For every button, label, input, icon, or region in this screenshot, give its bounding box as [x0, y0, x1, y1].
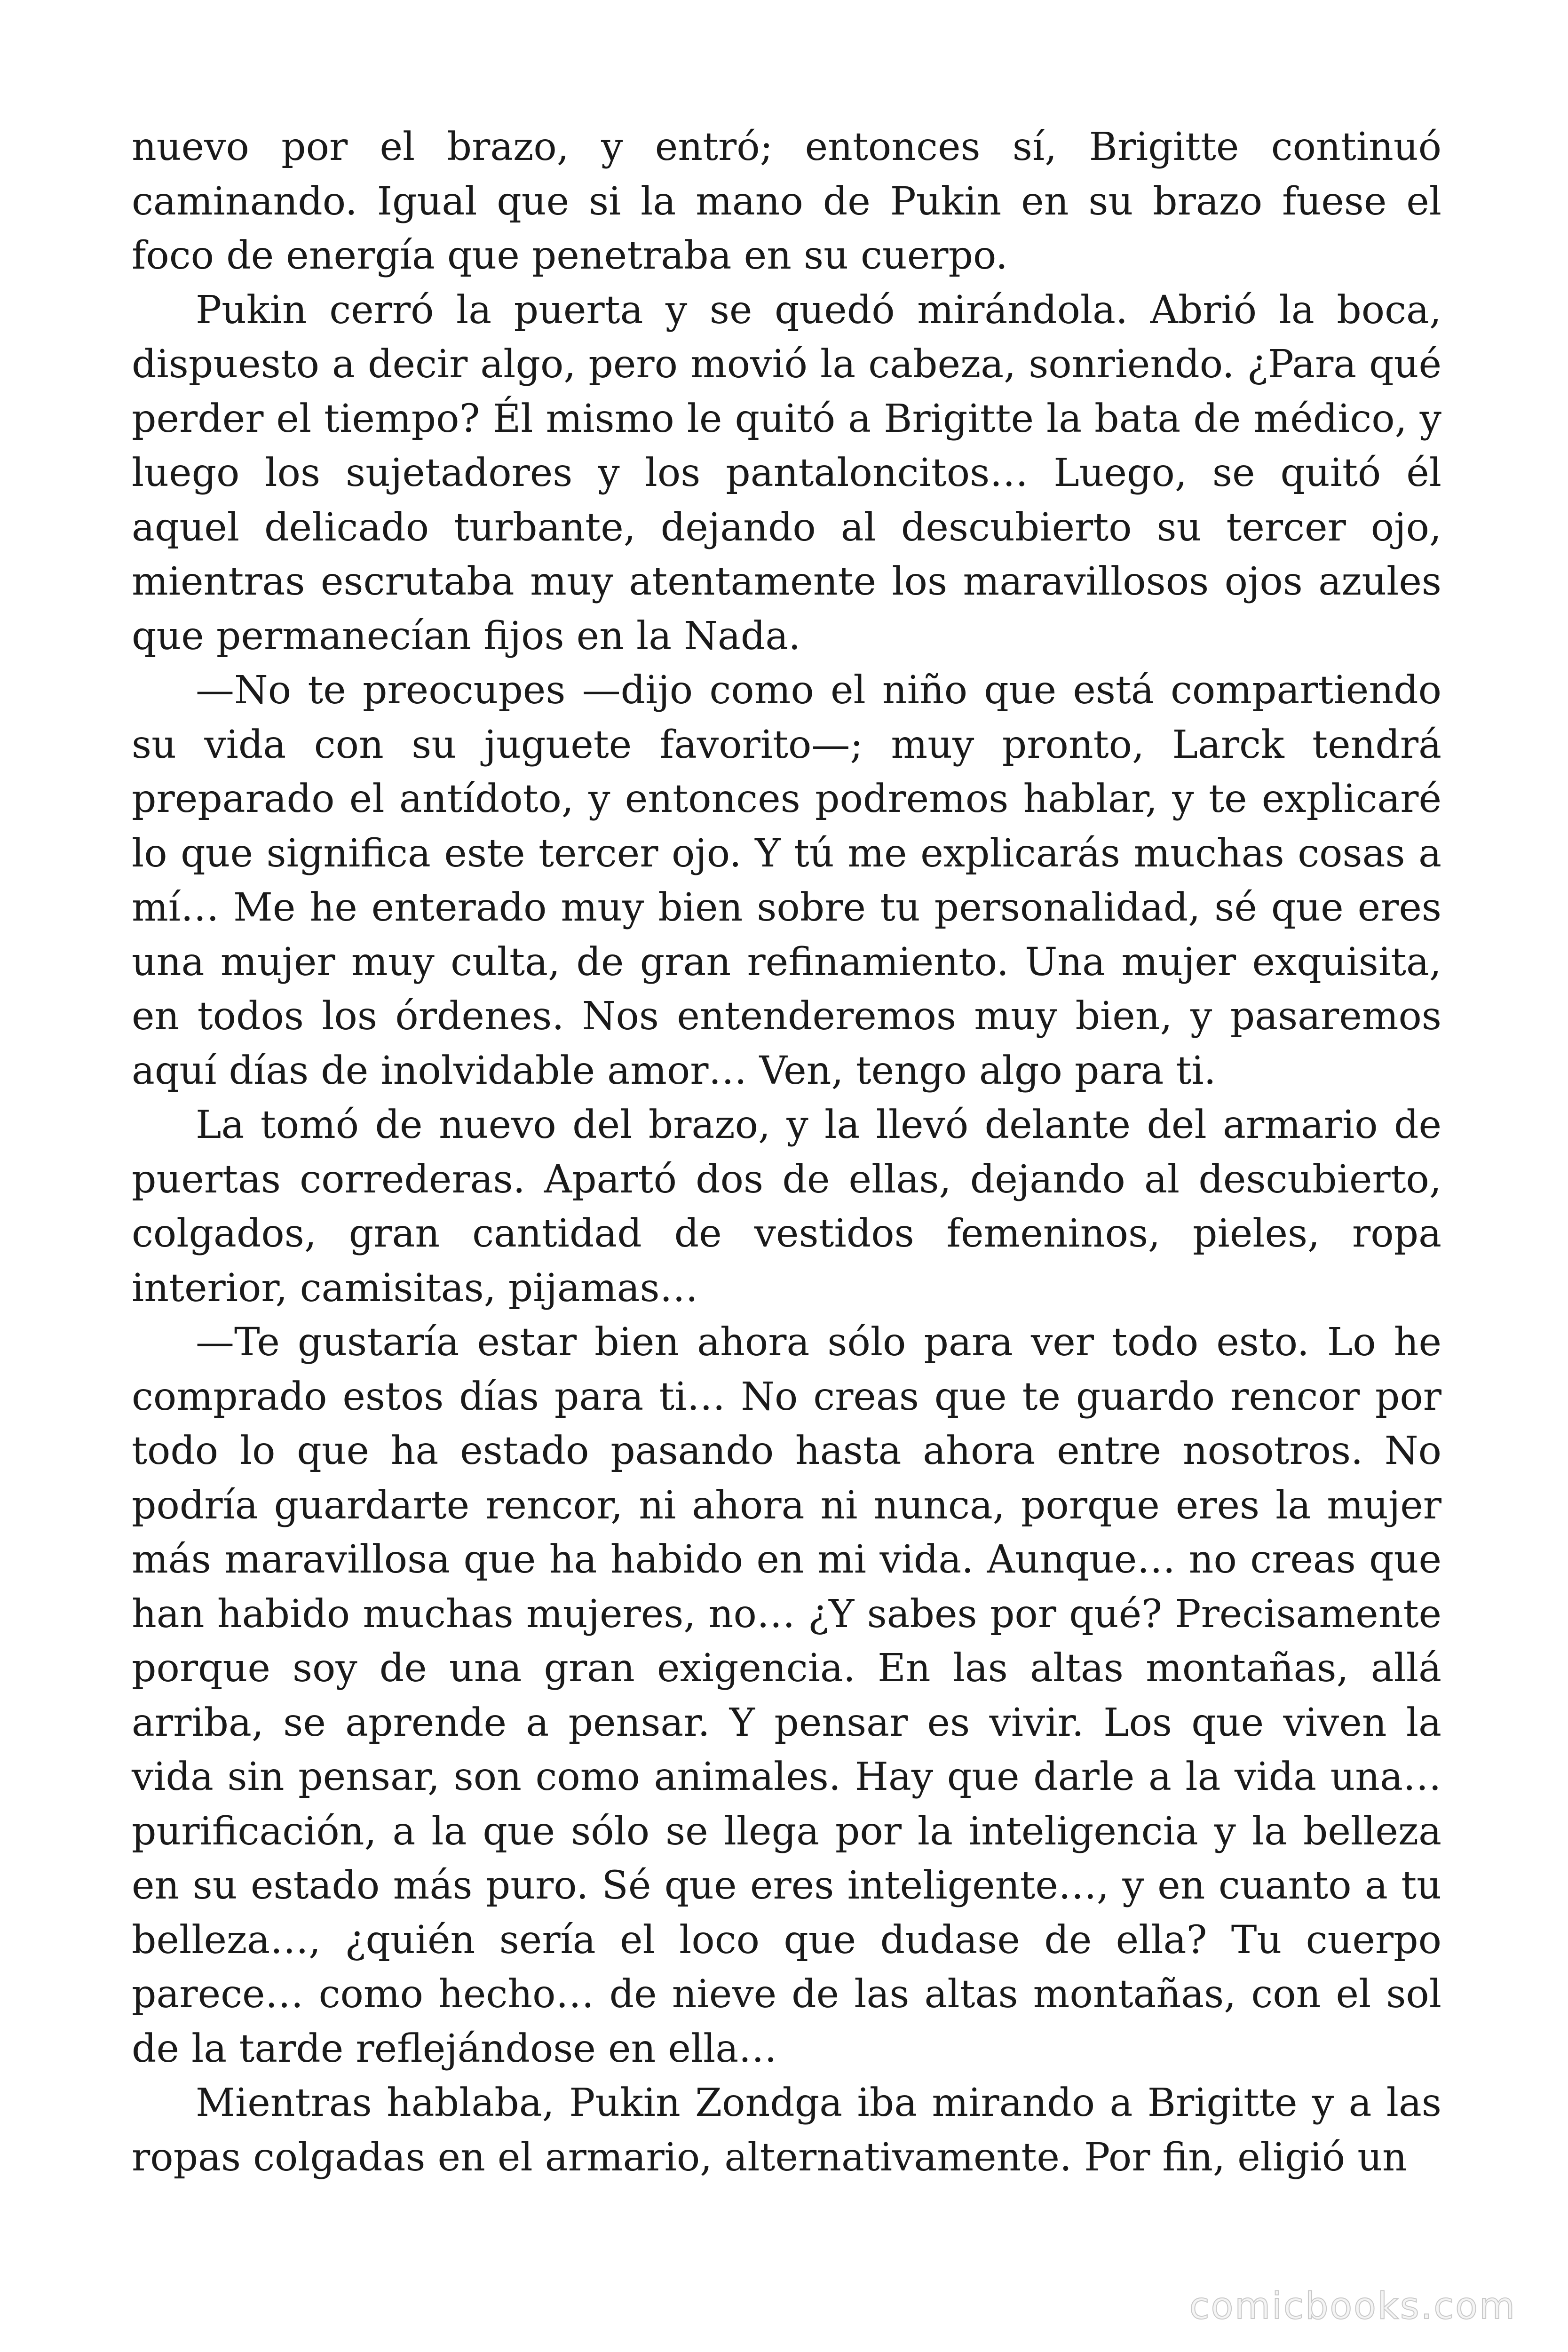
paragraph-1: nuevo por el brazo, y entró; entonces sí, Brigitte continuó caminando. Igual que si la mano de Pukin en su brazo fuese el foco de energía que penetraba en su cuerpo.: [132, 125, 1441, 278]
paragraph-5: —Te gustaría estar bien ahora sólo para ver todo esto. Lo he comprado estos días para ti… No creas que te guardo rencor por todo lo que ha estado pasando hasta ahora entre nosotros. No podría guardarte rencor, ni ahora ni nunca, porque eres la mujer más maravillosa que ha habido en mi vida. Aunque… no creas que han habido muchas mujeres, no… ¿Y sabes por qué? Precisamente porque soy de una gran exigencia. En las altas montañas, allá arriba, se aprende a pensar. Y pensar es vivir. Los que viven la vida sin pensar, son como animales. Hay que darle a la vida una… purificación, a la que sólo se llega por la inteligencia y la belleza en su estado más puro. Sé que eres inteligente…, y en cuanto a tu belleza…, ¿quién sería el loco que dudase de ella? Tu cuerpo parece… como hecho… de nieve de las altas montañas, con el sol de la tarde reflejándose en ella…: [132, 1320, 1441, 2071]
paragraph-3: —No te preocupes —dijo como el niño que está compartiendo su vida con su juguete favorito—; muy pronto, Larck tendrá preparado el antídoto, y entonces podremos hablar, y te explicaré lo que significa este tercer ojo. Y tú me explicarás muchas cosas a mí… Me he enterado muy bien sobre tu personalidad, sé que eres una mujer muy culta, de gran refinamiento. Una mujer exquisita, en todos los órdenes. Nos entenderemos muy bien, y pasaremos aquí días de inolvidable amor… Ven, tengo algo para ti.: [132, 668, 1441, 1093]
watermark: comicbooks.com: [1189, 2285, 1516, 2328]
paragraph-2: Pukin cerró la puerta y se quedó mirándola. Abrió la boca, dispuesto a decir algo, pero movió la cabeza, sonriendo. ¿Para qué perder el tiempo? Él mismo le quitó a Brigitte la bata de médico, y luego los sujetadores y los pantaloncitos… Luego, se quitó él aquel delicado turbante, dejando al descubierto su tercer ojo, mientras escrutaba muy atentamente los maravillosos ojos azules que permanecían fijos en la Nada.: [132, 287, 1441, 659]
paragraph-6: Mientras hablaba, Pukin Zondga iba mirando a Brigitte y a las ropas colgadas en el armario, alternativamente. Por fin, eligió un: [132, 2081, 1441, 2180]
page-body: [132, 120, 1441, 2185]
paragraph-4: La tomó de nuevo del brazo, y la llevó delante del armario de puertas correderas. Apartó dos de ellas, dejando al descubierto, colgados, gran cantidad de vestidos femeninos, pieles, ropa interior, camisitas, pijamas…: [132, 1103, 1441, 1311]
